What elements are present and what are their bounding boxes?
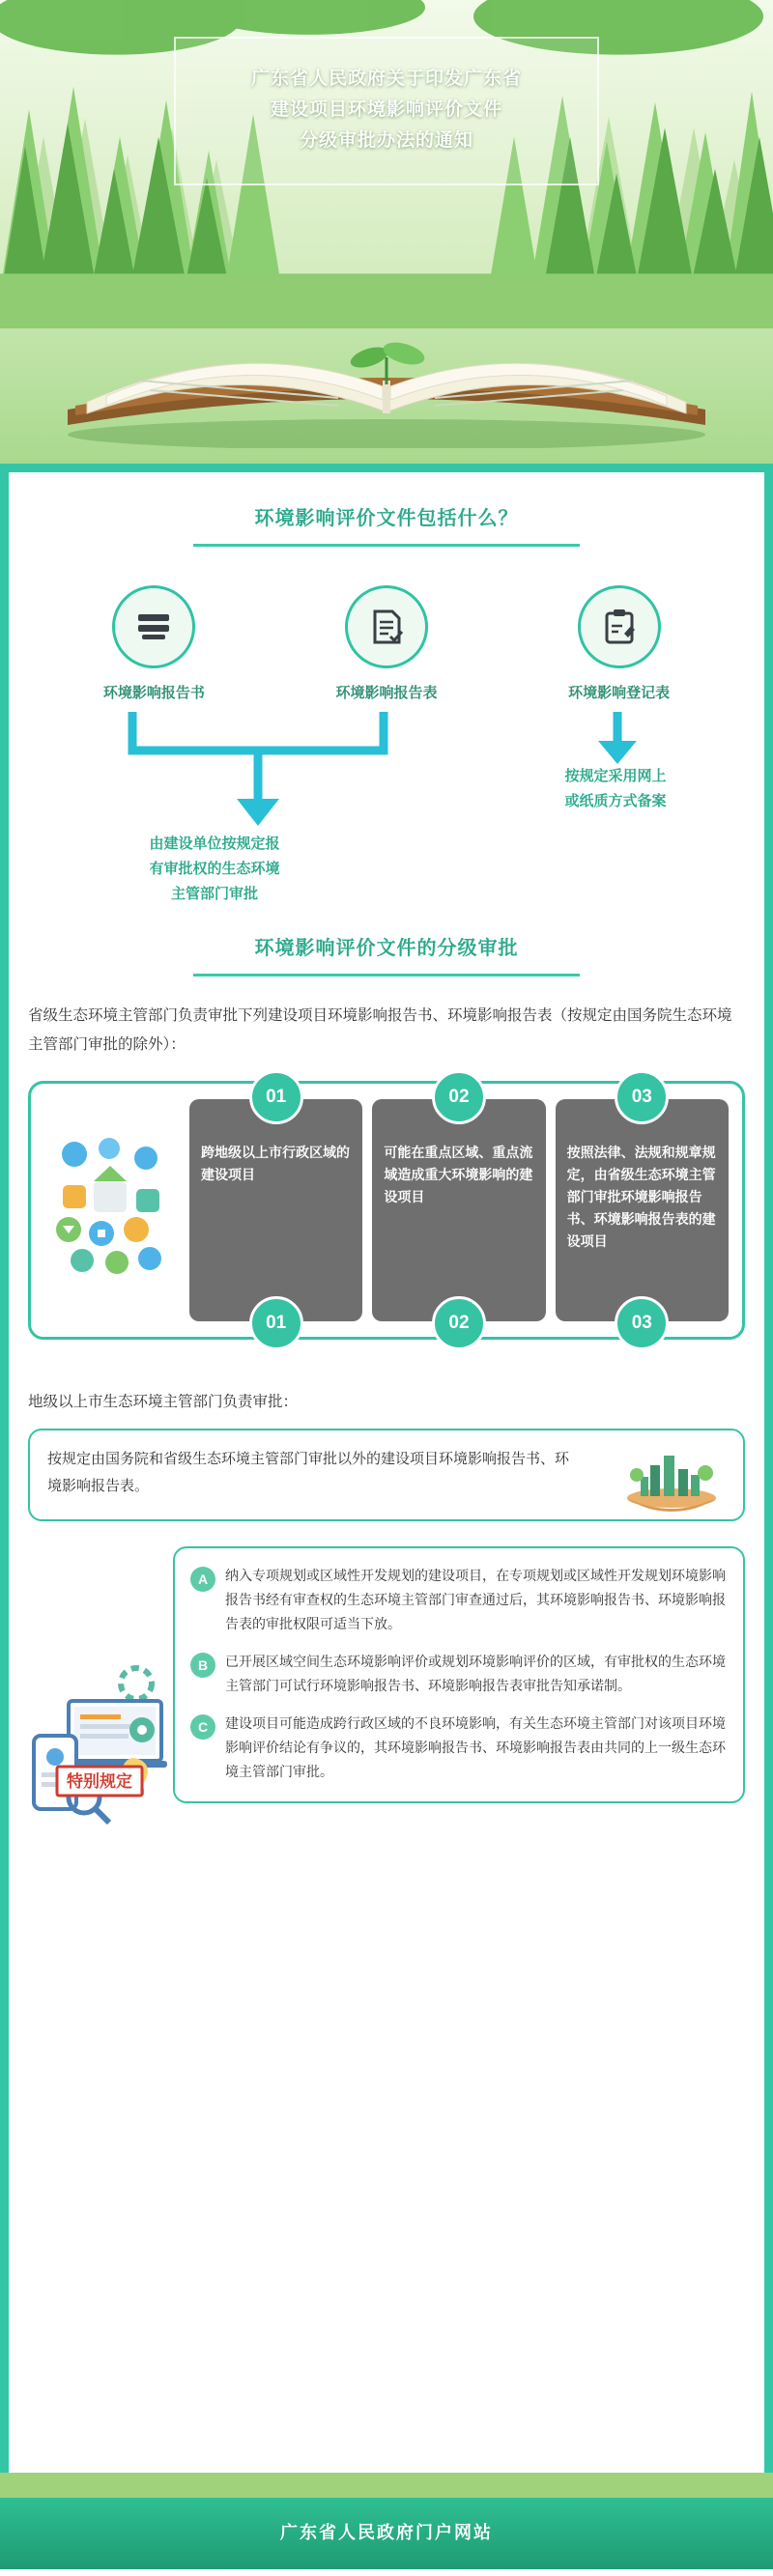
card-number-bottom: 03 [615,1296,669,1350]
provincial-approval-cards [28,1081,745,1340]
section-1-title: 环境影响评价文件包括什么？ [254,508,519,529]
special-rules-illustration [28,1546,173,1851]
document-type-item [523,585,716,702]
approval-note [103,832,326,907]
sprout-icon [348,338,427,384]
open-book-icon [48,265,725,448]
document-type-label: 环境影响登记表 [568,685,671,701]
card-number-top: 01 [249,1070,303,1124]
footer [0,2498,773,2569]
approval-note-line-1: 由建设单位按规定报 [149,835,280,852]
content-panel [0,464,773,2473]
document-type-item [57,585,250,702]
card-text: 跨地级以上市行政区域的建设项目 [201,1145,350,1182]
filing-note-line-2: 或纸质方式备案 [564,793,667,809]
document-types-row [28,585,745,702]
document-type-label: 环境影响报告表 [335,685,438,701]
rule-text-a: 纳入专项规划或区域性开发规划的建设项目，在专项规划或区域性开发规划环境影响报告书经有审查权的生态环境主管部门审查通过后，其环境影响报告书、环境影响报告表的审批权限可适当下放。 [225,1568,726,1631]
special-rules-box [173,1546,745,1803]
eco-city-icon [44,1099,180,1321]
card-number-bottom: 02 [432,1296,486,1350]
footer-grass-divider [0,2473,773,2498]
rule-text-c: 建设项目可能造成跨行政区域的不良环境影响，有关生态环境主管部门对该项目环境影响评价结论有争议的，其环境影响报告书、环境影响报告表由共同的上一级生态环境主管部门审批。 [225,1715,726,1779]
flow-diagram [28,706,745,919]
approval-card [556,1087,729,1333]
rule-tag-c: C [190,1714,215,1740]
municipal-approval-box [28,1429,745,1521]
card-number-top: 03 [615,1070,669,1124]
document-type-label: 环境影响报告书 [102,685,205,701]
filing-note-line-1: 按规定采用网上 [564,768,667,784]
special-rule-item [190,1650,728,1698]
card-text: 按照法律、法规和规章规定，由省级生态环境主管部门审批环境影响报告书、环境影响报告表的建设项目 [566,1145,716,1249]
footer-text: 广东省人民政府门户网站 [280,2523,493,2542]
approval-note-line-3: 主管部门审批 [170,886,258,902]
municipal-approval-text: 按规定由国务院和省级生态环境主管部门审批以外的建设项目环境影响报告书、环境影响报告表。 [47,1451,570,1494]
rule-tag-b: B [190,1653,215,1678]
report-form-icon [345,585,428,668]
special-rule-item [190,1564,728,1636]
special-rule-item [190,1712,728,1784]
title-line-3: 分级审批办法的通知 [299,130,473,151]
page-title [174,37,599,185]
svg-text:特别规定: 特别规定 [67,1772,132,1791]
section-1-rule [193,544,580,547]
document-type-item [290,585,483,702]
approval-card [189,1087,362,1333]
registration-form-icon [578,585,661,668]
approval-card [372,1087,545,1333]
laptop-phone-icon [28,1662,173,1846]
special-rules-section [28,1546,745,1851]
rule-text-b: 已开展区域空间生态环境影响评价或规划环境影响评价的区域，有审批权的生态环境主管部门可试行环境影响报告书、环境影响报告表审批告知承诺制。 [225,1654,726,1693]
title-line-1: 广东省人民政府关于印发广东省 [250,69,522,89]
hero-banner [0,0,773,464]
rule-tag-a: A [190,1567,215,1592]
island-city-icon [614,1444,730,1512]
section-2-rule [193,974,580,977]
card-number-bottom: 01 [249,1296,303,1350]
card-number-top: 02 [432,1070,486,1124]
report-book-icon [112,585,195,668]
title-line-2: 建设项目环境影响评价文件 [270,99,502,120]
approval-note-line-2: 有审批权的生态环境 [149,861,280,877]
section-2-paragraph: 省级生态环境主管部门负责审批下列建设项目环境影响报告书、环境影响报告表（按规定由国务院生态环境主管部门审批的除外）： [28,1007,732,1053]
card-text: 可能在重点区域、重点流域造成重大环境影响的建设项目 [384,1145,533,1204]
stamp-badge [57,1767,142,1796]
filing-note [509,764,722,814]
section-2-title: 环境影响评价文件的分级审批 [254,938,519,959]
section-3-subtitle: 地级以上市生态环境主管部门负责审批： [28,1394,299,1410]
